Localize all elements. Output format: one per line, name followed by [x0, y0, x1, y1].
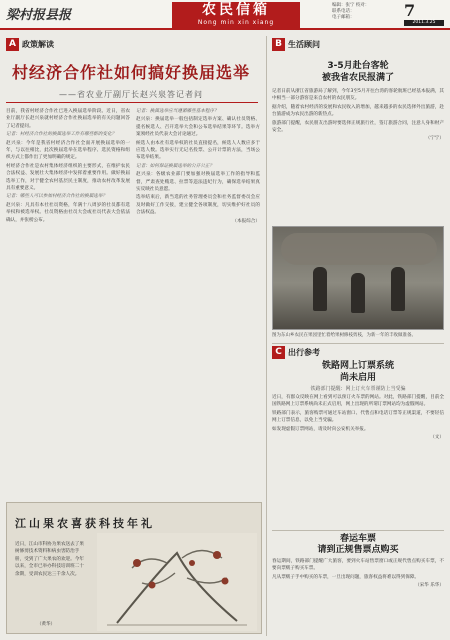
paragraph: 旅游部门提醒，农民朋友出游时要选择正规旅行社，签订旅游合同，注意人身和财产安全。 — [272, 120, 444, 134]
article-c-signoff: （文） — [430, 435, 444, 441]
article-d-title-line: 请到正规售票点购买 — [317, 545, 399, 555]
article-d-title — [272, 534, 444, 556]
paragraph: 赵兴泉：换届选举一般包括制定选举方案、确认社员资格、提名候选人、召开选举大会和公布选举结果等环节。选举方案须经社员代表大会讨论通过。 — [136, 117, 260, 138]
info-line: 联系电话： — [332, 9, 355, 14]
question-paragraph: 记者：村经济合作社的换届选举工作有哪些新的变化？ — [6, 132, 117, 138]
section-a-label — [6, 38, 54, 51]
section-title: 农民信箱 — [202, 2, 270, 18]
farmer-figure — [313, 267, 327, 311]
photo-caption: 图为东山乡农民在果园里忙着给果树修枝剪枝，为新一年的丰收做准备。 — [272, 333, 416, 338]
masthead — [0, 0, 450, 30]
feature-box-signoff: （黄华） — [37, 622, 55, 627]
article-d-title-line: 春运车票 — [339, 534, 376, 544]
paragraph: 候选人由本社有选举权的社员直接提名，候选人人数应多于应选人数。选举实行无记名投票、公开计票的方法，当场公布选举结果。 — [136, 140, 260, 161]
farmer-figure — [351, 273, 365, 313]
ink-painting-image — [97, 533, 257, 631]
article-d-signoff: （宋华 乐华） — [414, 583, 444, 589]
article-a-subhead: ——省农业厅副厅长赵兴泉答记者问 — [59, 90, 203, 99]
feature-box-body: 近日，江山市科协为果农送去了果树修剪技术资料和病虫害防治手册，受到了广大果农的欢迎。今年以来，全市已举办科技培训班二十余期，受训农民达三千余人次。 — [15, 542, 84, 577]
paragraph: 近日，有群众反映在网上看到可以预订火车票的网站。对此，铁路部门提醒，目前全国铁路网上订票系统尚未正式启用，网上出现的所谓订票网站均为虚假网站。 — [272, 395, 444, 408]
question-paragraph: 记者：换届选举应当遵循哪些基本程序？ — [136, 109, 219, 114]
section-divider — [272, 530, 444, 531]
section-b-text: 生活顾问 — [288, 40, 320, 49]
paragraph: 村经济合作社是农村集体经济组织的主要形式，在维护农民合法权益、发展壮大集体经济中发挥着重要作用。做好换届选举工作，对于健全农村基层民主制度，推动农村改革发展具有重要意义。 — [6, 163, 130, 192]
info-line: 电子邮箱： — [332, 15, 355, 20]
section-c-label — [272, 346, 320, 359]
article-c-subtitle: 铁路部门提醒：网上订火车票谨防上当受骗 — [310, 386, 406, 392]
paragraph: 春运期间，铁路部门提醒广大旅客，要到火车站售票窗口或正规代售点购买车票，不要向票贩子购买车票。 — [272, 559, 444, 572]
article-c-title-line: 尚未启用 — [339, 373, 376, 383]
page-number: 7 — [404, 1, 416, 20]
paragraph: 铁路部门表示，旅客购票可通过车站窗口、代售点和电话订票等正规渠道，不要轻信网上订票信息，以免上当受骗。 — [272, 410, 444, 424]
section-c-badge: C — [272, 346, 285, 359]
feature-box — [6, 502, 262, 634]
article-c-title-line: 铁路网上订票系统 — [321, 361, 394, 371]
paragraph: 赵兴泉：今年是我省村经济合作社全面开展换届选举的一年，与以往相比，此次换届选举在选举程序、选民资格和组织方式上都作出了更加明确的规定。 — [6, 140, 130, 161]
tree-canopy — [281, 233, 437, 265]
article-b-title-line: 被我省农民报满了 — [321, 73, 394, 83]
paragraph: 凡从票贩子手中购买的车票，一旦出现问题，旅客权益将难以得到保障。 — [272, 574, 420, 580]
feature-box-title: 江山果农喜获科技年礼 — [15, 517, 155, 530]
article-a-headline: 村经济合作社如何搞好换届选举 — [11, 63, 250, 82]
section-b-badge: B — [272, 38, 285, 51]
article-c-title — [272, 360, 444, 384]
paragraph: 赵兴泉：各级农业部门要加强对换届选举工作的指导和监督，严肃查处贿选、拉票等违法违纪行为，确保选举结果真实反映社员意愿。 — [136, 172, 260, 193]
article-a-signoff: （本报综合） — [232, 218, 260, 224]
question-paragraph: 记者：哪些人可以参加村经济合作社的换届选举？ — [6, 194, 108, 200]
paragraph: 记者日前从浙江省旅游局了解到，今年3至5月开往台湾的客轮航班已经基本报满，其中相当一部分游客是来自农村的农民朋友。 — [272, 89, 444, 102]
article-b-signoff: （宁宁） — [425, 136, 444, 142]
article-a-column-2 — [136, 108, 260, 496]
headline-rule — [6, 102, 258, 103]
column-divider — [266, 36, 267, 636]
paragraph: 如发现虚假订票网站，请及时向公安机关举报。 — [272, 426, 369, 432]
section-divider — [272, 343, 444, 344]
paragraph: 赵兴泉：凡具有本社社员资格，年满十八周岁的社员都有选举权和被选举权。社员资格由社员大会或社员代表大会依法确认，并张榜公布。 — [6, 202, 130, 223]
info-line: 编辑：张宁 校对： — [332, 3, 370, 8]
section-pinyin: Nong min xin xiang — [197, 19, 275, 26]
paragraph: 据介绍，随着农村经济的发展和农民收入的增加，越来越多的农民选择外出旅游，赴台旅游成为农民出游的新热点。 — [272, 104, 444, 118]
editor-info — [332, 3, 369, 21]
issue-date: 2011.3.25 — [404, 20, 444, 26]
article-b-title-line: 3-5月赴台客轮 — [327, 61, 389, 71]
article-b-title — [272, 60, 444, 84]
section-b-label — [272, 38, 320, 51]
paragraph: 选举结束后，新当选的社务管理委员会和社务监督委员会应及时做好工作交接，建立健全各项制度，切实维护好社员的合法权益。 — [136, 195, 260, 216]
paper-name: 梁村报县报 — [6, 8, 72, 23]
paragraph: 目前，我省村经济合作社已进入换届选举阶段。近日，省农业厅副厅长赵兴泉就村经济合作社换届选举的有关问题回答了记者提问。 — [6, 109, 130, 129]
farmer-figure — [391, 267, 405, 311]
section-c-text: 出行参考 — [288, 348, 320, 357]
article-d-body — [272, 558, 444, 636]
article-a-column-1 — [6, 108, 130, 496]
section-a-badge: A — [6, 38, 19, 51]
orchard-photo — [272, 226, 444, 330]
section-title-bar — [172, 2, 300, 28]
article-b-body — [272, 88, 444, 222]
article-c-body — [272, 394, 444, 526]
section-a-text: 政策解读 — [22, 40, 54, 49]
question-paragraph: 记者：如何保证换届选举的公开公正？ — [136, 163, 215, 169]
